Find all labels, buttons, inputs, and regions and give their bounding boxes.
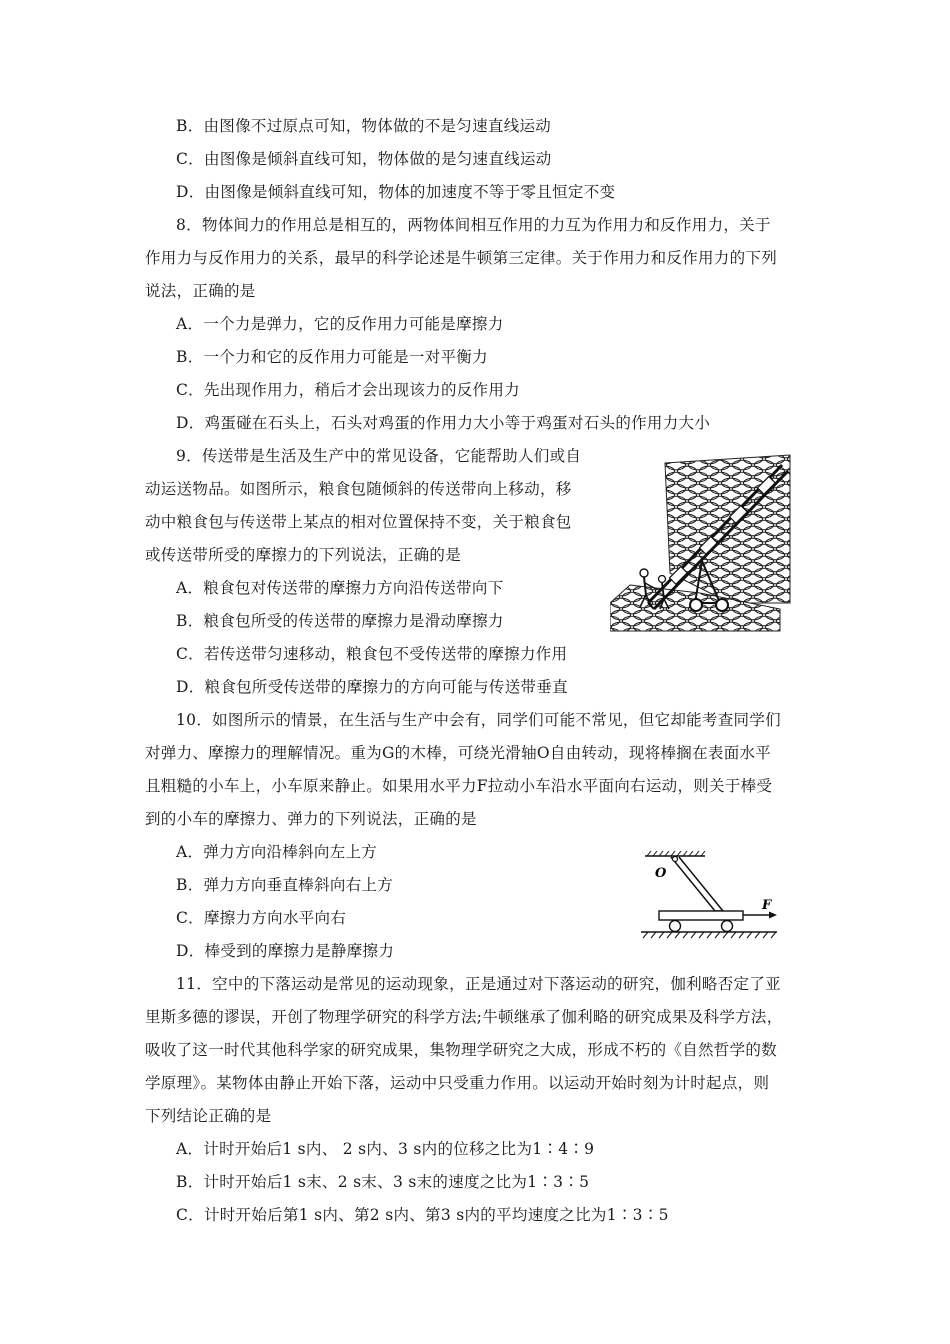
q8-option-d: D．鸡蛋碰在石头上，石头对鸡蛋的作用力大小等于鸡蛋对石头的作用力大小: [176, 414, 711, 432]
q9-option-d: D．粮食包所受传送带的摩擦力的方向可能与传送带垂直: [176, 678, 568, 696]
q9-stem-line-1: 9．传送带是生活及生产中的常见设备，它能帮助人们或自: [176, 447, 582, 465]
q10-option-d: D．棒受到的摩擦力是静摩擦力: [176, 942, 395, 960]
q11-option-b: B．计时开始后1 s末、2 s末、3 s末的速度之比为1∶3∶5: [176, 1173, 590, 1191]
q8-option-c: C．先出现作用力，稍后才会出现该力的反作用力: [176, 381, 520, 399]
force-label-f: F: [762, 898, 772, 913]
q10-option-c: C．摩擦力方向水平向右: [176, 909, 347, 927]
q11-option-c: C．计时开始后第1 s内、第2 s内、第3 s内的平均速度之比为1∶3∶5: [176, 1206, 669, 1224]
rod-cart-figure: [635, 850, 785, 942]
q9-stem-line-2: 动运送物品。如图所示，粮食包随倾斜的传送带向上移动，移: [145, 480, 572, 498]
q10-option-b: B．弹力方向垂直棒斜向右上方: [176, 876, 394, 894]
q11-stem-line-5: 下列结论正确的是: [145, 1107, 272, 1125]
q8-stem-line-3: 说法，正确的是: [145, 282, 256, 300]
q10-stem-line-3: 且粗糙的小车上，小车原来静止。如果用水平力F拉动小车沿水平面向右运动，则关于棒受: [145, 777, 773, 795]
q7-option-d: D．由图像是倾斜直线可知，物体的加速度不等于零且恒定不变: [176, 183, 616, 201]
conveyor-belt-figure: [610, 453, 792, 633]
q8-stem-line-1: 8．物体间力的作用总是相互的，两物体间相互作用的力互为作用力和反作用力，关于: [176, 216, 771, 234]
q11-stem-line-3: 吸收了这一时代其他科学家的研究成果，集物理学研究之大成，形成不朽的《自然哲学的数: [145, 1041, 778, 1059]
q9-option-c: C．若传送带匀速移动，粮食包不受传送带的摩擦力作用: [176, 645, 568, 663]
q7-option-b: B．由图像不过原点可知，物体做的不是匀速直线运动: [176, 117, 552, 135]
q9-stem-line-4: 或传送带所受的摩擦力的下列说法，正确的是: [145, 546, 462, 564]
q11-stem-line-4: 学原理》。某物体由静止开始下落，运动中只受重力作用。以运动开始时刻为计时起点，则: [145, 1074, 770, 1092]
q10-stem-line-2: 对弹力、摩擦力的理解情况。重为G的木棒，可绕光滑轴O自由转动，现将棒搁在表面水平: [145, 744, 772, 762]
q11-stem-line-2: 里斯多德的谬误，开创了物理学研究的科学方法;牛顿继承了伽利略的研究成果及科学方法，: [145, 1008, 783, 1026]
q11-stem-line-1: 11．空中的下落运动是常见的运动现象，正是通过对下落运动的研究，伽利略否定了亚: [176, 975, 781, 993]
q9-stem-line-3: 动中粮食包与传送带上某点的相对位置保持不变，关于粮食包: [145, 513, 572, 531]
q10-option-a: A．弹力方向沿棒斜向左上方: [176, 843, 378, 861]
q7-option-c: C．由图像是倾斜直线可知，物体做的是匀速直线运动: [176, 150, 552, 168]
q9-option-a: A．粮食包对传送带的摩擦力方向沿传送带向下: [176, 579, 504, 597]
q9-option-b: B．粮食包所受的传送带的摩擦力是滑动摩擦力: [176, 612, 504, 630]
q8-option-a: A．一个力是弹力，它的反作用力可能是摩擦力: [176, 315, 504, 333]
q8-stem-line-2: 作用力与反作用力的关系，最早的科学论述是牛顿第三定律。关于作用力和反作用力的下列: [145, 249, 778, 267]
pivot-label-o: O: [655, 866, 667, 881]
q10-stem-line-1: 10．如图所示的情景，在生活与生产中会有，同学们可能不常见，但它却能考查同学们: [176, 711, 781, 729]
q11-option-a: A．计时开始后1 s内、 2 s内、3 s内的位移之比为1∶4∶9: [176, 1140, 595, 1158]
q10-stem-line-4: 到的小车的摩擦力、弹力的下列说法，正确的是: [145, 810, 477, 828]
q8-option-b: B．一个力和它的反作用力可能是一对平衡力: [176, 348, 488, 366]
